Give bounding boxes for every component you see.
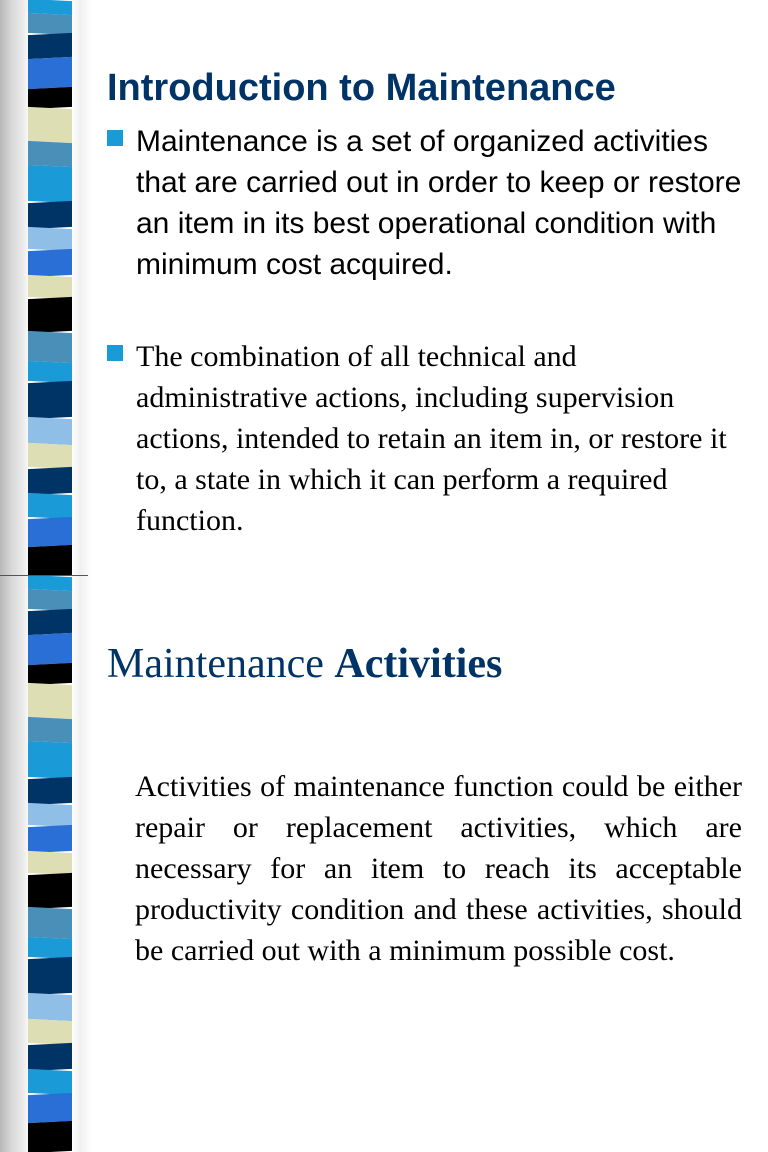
stripe-segment — [28, 443, 72, 469]
stripe-segment — [28, 993, 72, 1021]
stripe-segment — [28, 907, 72, 939]
slide-title: Introduction to Maintenance — [107, 67, 616, 109]
stripe-segment — [28, 381, 72, 419]
body-paragraph: Activities of maintenance function could be either repair or replacement activities, which are necessary for an item to reach its acceptable productivity condition and these activities, should be carried out with a minimum possible cost. — [135, 770, 742, 967]
stripe-segment — [28, 851, 72, 875]
bullet-text: Maintenance is a set of organized activities that are carried out in order to keep or restore an item in its best operational condition with minimum cost acquired. — [136, 125, 742, 281]
slide-title — [107, 639, 502, 689]
decorative-side-band — [0, 576, 92, 1152]
title-bold: Activities — [334, 641, 503, 687]
stripe-segment — [28, 227, 72, 251]
stripe-segment — [28, 777, 72, 805]
stripe-segment — [28, 803, 72, 827]
stripe-segment — [28, 609, 72, 635]
stripe-segment — [28, 467, 72, 495]
stripe-segment — [28, 165, 72, 203]
stripe-segment — [28, 33, 72, 59]
decorative-stripe-pattern — [28, 0, 72, 576]
stripe-segment — [28, 297, 72, 333]
stripe-segment — [28, 717, 72, 743]
stripe-segment — [28, 825, 72, 853]
slide-maintenance-activities — [0, 576, 768, 1152]
stripe-segment — [28, 741, 72, 779]
stripe-segment — [28, 87, 72, 109]
square-bullet-icon — [107, 130, 123, 146]
stripe-segment — [28, 201, 72, 229]
stripe-segment — [28, 13, 72, 35]
stripe-segment — [28, 589, 72, 611]
stripe-segment — [28, 275, 72, 299]
stripe-segment — [28, 517, 72, 547]
stripe-segment — [28, 417, 72, 445]
stripe-segment — [28, 663, 72, 685]
stripe-segment — [28, 1121, 72, 1152]
stripe-segment — [28, 545, 72, 576]
stripe-segment — [28, 493, 72, 519]
square-bullet-icon — [107, 345, 123, 361]
stripe-segment — [28, 141, 72, 167]
stripe-segment — [28, 107, 72, 143]
stripe-segment — [28, 937, 72, 959]
stripe-segment — [28, 361, 72, 383]
bullet-text: The combination of all technical and administrative actions, including supervision actions, intended to retain an item in, or restore it to, a state in which it can perform a required function. — [136, 340, 727, 537]
stripe-segment — [28, 331, 72, 363]
decorative-side-band — [0, 0, 92, 576]
decorative-stripe-pattern — [28, 576, 72, 1152]
stripe-segment — [28, 683, 72, 719]
stripe-segment — [28, 57, 72, 89]
stripe-segment — [28, 1069, 72, 1095]
stripe-segment — [28, 1043, 72, 1071]
stripe-segment — [28, 1019, 72, 1045]
stripe-segment — [28, 633, 72, 665]
stripe-segment — [28, 1093, 72, 1123]
stripe-segment — [28, 249, 72, 277]
title-regular: Maintenance — [107, 641, 335, 687]
stripe-segment — [28, 873, 72, 909]
stripe-segment — [28, 957, 72, 995]
